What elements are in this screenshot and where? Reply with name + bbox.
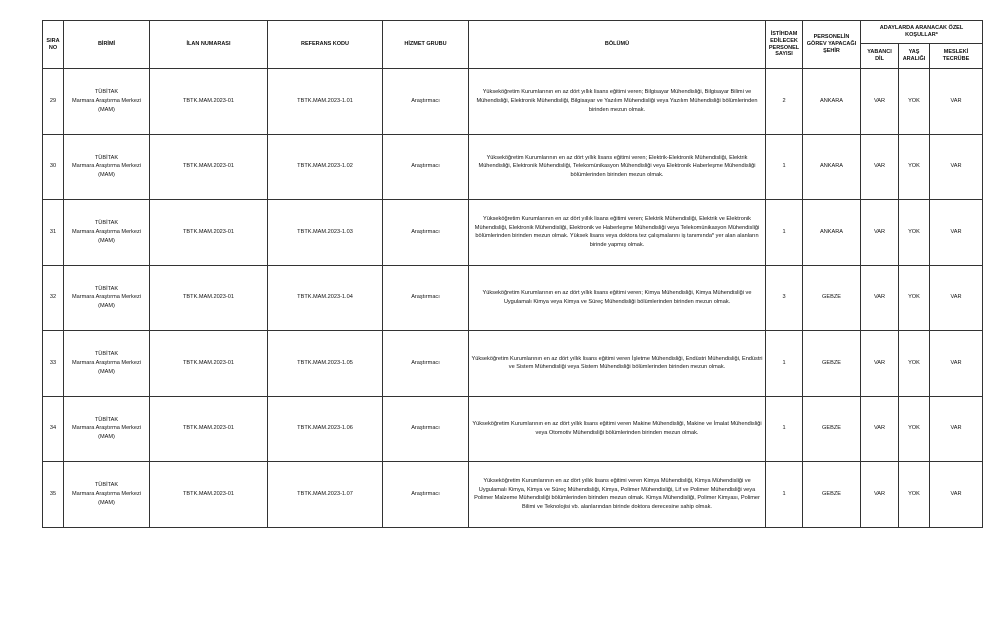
unit-line-2: Marmara Araştırma Merkezi [71, 359, 141, 366]
cell-mesleki-tecrube: VAR [930, 462, 983, 528]
cell-mesleki-tecrube: VAR [930, 331, 983, 397]
unit-line-3: (MAM) [98, 368, 115, 375]
header-kosullar: ADAYLARDA ARANACAK ÖZEL KOŞULLAR* [861, 21, 983, 44]
header-yas-araligi: YAŞ ARALIĞI [899, 44, 930, 69]
cell-sira: 29 [43, 69, 64, 135]
header-row-1 [43, 21, 983, 44]
cell-sehir: ANKARA [803, 134, 861, 200]
cell-sira: 30 [43, 134, 64, 200]
cell-referans-kodu: TBTK.MAM.2023-1.03 [268, 200, 383, 266]
cell-referans-kodu: TBTK.MAM.2023-1.02 [268, 134, 383, 200]
unit-line-1: TÜBİTAK [94, 220, 119, 227]
cell-referans-kodu: TBTK.MAM.2023-1.05 [268, 331, 383, 397]
cell-ilan-numarasi: TBTK.MAM.2023-01 [150, 396, 268, 462]
unit-line-1: TÜBİTAK [94, 154, 119, 161]
cell-birimi [64, 200, 150, 266]
cell-personel-sayisi: 3 [766, 265, 803, 331]
cell-yas-araligi: YOK [899, 69, 930, 135]
unit-line-1: TÜBİTAK [94, 351, 119, 358]
cell-personel-sayisi: 1 [766, 462, 803, 528]
cell-hizmet-grubu: Araştırmacı [383, 265, 469, 331]
cell-personel-sayisi: 1 [766, 200, 803, 266]
cell-yabanci-dil: VAR [861, 200, 899, 266]
table-row [43, 396, 983, 462]
cell-ilan-numarasi: TBTK.MAM.2023-01 [150, 200, 268, 266]
cell-sehir: ANKARA [803, 200, 861, 266]
cell-bolumu: Yükseköğretim Kurumlarının en az dört yıllık lisans eğitimi veren İşletme Mühendisliği, Endüstri Mühendisliği, Endüstri ve Sistem Mühendisliği veya Sistem Mühendisliği bölümlerinden birinden mezun olmak. [469, 331, 766, 397]
cell-yabanci-dil: VAR [861, 396, 899, 462]
cell-hizmet-grubu: Araştırmacı [383, 462, 469, 528]
unit-line-2: Marmara Araştırma Merkezi [71, 490, 141, 497]
cell-personel-sayisi: 1 [766, 134, 803, 200]
cell-yas-araligi: YOK [899, 462, 930, 528]
cell-sehir: GEBZE [803, 396, 861, 462]
cell-birimi [64, 331, 150, 397]
unit-line-1: TÜBİTAK [94, 285, 119, 292]
cell-sira: 33 [43, 331, 64, 397]
header-bolum: BÖLÜMÜ [469, 21, 766, 69]
cell-ilan-numarasi: TBTK.MAM.2023-01 [150, 462, 268, 528]
cell-ilan-numarasi: TBTK.MAM.2023-01 [150, 331, 268, 397]
header-referans: REFERANS KODU [268, 21, 383, 69]
header-sehir: PERSONELİN GÖREV YAPACAĞI ŞEHİR [803, 21, 861, 69]
cell-ilan-numarasi: TBTK.MAM.2023-01 [150, 134, 268, 200]
cell-referans-kodu: TBTK.MAM.2023-1.07 [268, 462, 383, 528]
cell-mesleki-tecrube: VAR [930, 265, 983, 331]
cell-bolumu: Yükseköğretim Kurumlarının en az dört yıllık lisans eğitimi veren Makine Mühendisliği, Makine ve İmalat Mühendisliği veya Otomotiv Mühendisliği bölümlerinden birinden mezun olmak. [469, 396, 766, 462]
unit-line-2: Marmara Araştırma Merkezi [71, 97, 141, 104]
cell-sehir: GEBZE [803, 462, 861, 528]
cell-hizmet-grubu: Araştırmacı [383, 69, 469, 135]
cell-birimi [64, 134, 150, 200]
cell-personel-sayisi: 1 [766, 396, 803, 462]
cell-bolumu: Yükseköğretim Kurumlarının en az dört yıllık lisans eğitimi veren; Bilgisayar Mühendisliği, Bilgisayar Bilimi ve Mühendisliği, Elektronik Mühendisliği, Bilgisayar ve Yazılım Mühendisliği veya Yazılım Mühendisliği bölümlerinden birinden mezun olmak. [469, 69, 766, 135]
unit-line-2: Marmara Araştırma Merkezi [71, 228, 141, 235]
cell-sehir: ANKARA [803, 69, 861, 135]
table-row [43, 200, 983, 266]
cell-referans-kodu: TBTK.MAM.2023-1.06 [268, 396, 383, 462]
table-row [43, 462, 983, 528]
cell-sehir: GEBZE [803, 265, 861, 331]
cell-yabanci-dil: VAR [861, 331, 899, 397]
cell-personel-sayisi: 1 [766, 331, 803, 397]
cell-yas-araligi: YOK [899, 200, 930, 266]
cell-birimi [64, 462, 150, 528]
cell-bolumu: Yükseköğretim Kurumlarının en az dört yıllık lisans eğitimi veren; Kimya Mühendisliği, Kimya Mühendisliği ve Uygulamalı Kimya veya Kimya ve Süreç Mühendisliği bölümlerinden birinden mezun olmak. [469, 265, 766, 331]
header-birimi: BİRİMİ [64, 21, 150, 69]
header-ilan: İLAN NUMARASI [150, 21, 268, 69]
cell-hizmet-grubu: Araştırmacı [383, 200, 469, 266]
unit-line-1: TÜBİTAK [94, 89, 119, 96]
cell-sira: 32 [43, 265, 64, 331]
job-listing-table [42, 20, 983, 528]
header-hizmet: HİZMET GRUBU [383, 21, 469, 69]
cell-referans-kodu: TBTK.MAM.2023-1.04 [268, 265, 383, 331]
cell-birimi [64, 265, 150, 331]
table-row [43, 69, 983, 135]
cell-mesleki-tecrube: VAR [930, 134, 983, 200]
unit-line-2: Marmara Araştırma Merkezi [71, 163, 141, 170]
cell-yas-araligi: YOK [899, 265, 930, 331]
cell-personel-sayisi: 2 [766, 69, 803, 135]
cell-referans-kodu: TBTK.MAM.2023-1.01 [268, 69, 383, 135]
unit-line-2: Marmara Araştırma Merkezi [71, 425, 141, 432]
unit-line-1: TÜBİTAK [94, 416, 119, 423]
table-row [43, 265, 983, 331]
header-sira: SIRA NO [43, 21, 64, 69]
table-header [43, 21, 983, 69]
cell-bolumu: Yükseköğretim Kurumlarının en az dört yıllık lisans eğitimi veren; Elektrik-Elektronik Mühendisliği, Elektrik Mühendisliği, Elektronik Mühendisliği, Telekomünikasyon Mühendisliği veya Elektronik Haberleşme Mühendisliği bölümlerinden birinden mezun olmak. [469, 134, 766, 200]
unit-line-3: (MAM) [98, 303, 115, 310]
header-mesleki-tecrube: MESLEKİ TECRÜBE [930, 44, 983, 69]
cell-bolumu: Yükseköğretim Kurumlarının en az dört yıllık lisans eğitimi veren Kimya Mühendisliği, Kimya Mühendisliği ve Uygulamalı Kimya, Kimya ve Süreç Mühendisliği, Kimya, Polimer Mühendisliği, Lif ve Polimer Mühendisliği veya Polimer Malzeme Mühendisliği bölümlerinden birinden mezun olmak. Kimya Mühendisliği, Polimer Kimyası, Polimer Bilimi ve Teknolojisi vb. alanlarından birinde doktora derecesine sahip olmak. [469, 462, 766, 528]
cell-yas-araligi: YOK [899, 134, 930, 200]
cell-hizmet-grubu: Araştırmacı [383, 331, 469, 397]
cell-yabanci-dil: VAR [861, 134, 899, 200]
unit-line-3: (MAM) [98, 499, 115, 506]
cell-birimi [64, 396, 150, 462]
cell-hizmet-grubu: Araştırmacı [383, 396, 469, 462]
unit-line-2: Marmara Araştırma Merkezi [71, 294, 141, 301]
cell-mesleki-tecrube: VAR [930, 200, 983, 266]
unit-line-3: (MAM) [98, 172, 115, 179]
header-istihdam: İSTİHDAM EDİLECEK PERSONEL SAYISI [766, 21, 803, 69]
table-row [43, 331, 983, 397]
cell-sira: 34 [43, 396, 64, 462]
cell-yas-araligi: YOK [899, 396, 930, 462]
cell-mesleki-tecrube: VAR [930, 69, 983, 135]
unit-line-3: (MAM) [98, 106, 115, 113]
unit-line-3: (MAM) [98, 434, 115, 441]
cell-birimi [64, 69, 150, 135]
cell-bolumu: Yükseköğretim Kurumlarının en az dört yıllık lisans eğitimi veren; Elektrik Mühendisliği, Elektrik ve Elektronik Mühendisliği, Elektronik Mühendisliği, Elektronik ve Haberleşme Mühendisliği veya Telekomünikasyon Mühendisliği bölümlerinden birinden mezun olmak. Yüksek lisans veya doktora tez çalışmalarını iş tanımında* yer alan alanların birinde yapmış olmak. [469, 200, 766, 266]
cell-yas-araligi: YOK [899, 331, 930, 397]
cell-hizmet-grubu: Araştırmacı [383, 134, 469, 200]
cell-sira: 35 [43, 462, 64, 528]
cell-yabanci-dil: VAR [861, 265, 899, 331]
cell-ilan-numarasi: TBTK.MAM.2023-01 [150, 265, 268, 331]
table-body [43, 69, 983, 528]
cell-yabanci-dil: VAR [861, 69, 899, 135]
table-row [43, 134, 983, 200]
unit-line-1: TÜBİTAK [94, 482, 119, 489]
cell-sira: 31 [43, 200, 64, 266]
cell-yabanci-dil: VAR [861, 462, 899, 528]
cell-ilan-numarasi: TBTK.MAM.2023-01 [150, 69, 268, 135]
header-yabanci-dil: YABANCI DİL [861, 44, 899, 69]
unit-line-3: (MAM) [98, 237, 115, 244]
cell-sehir: GEBZE [803, 331, 861, 397]
cell-mesleki-tecrube: VAR [930, 396, 983, 462]
